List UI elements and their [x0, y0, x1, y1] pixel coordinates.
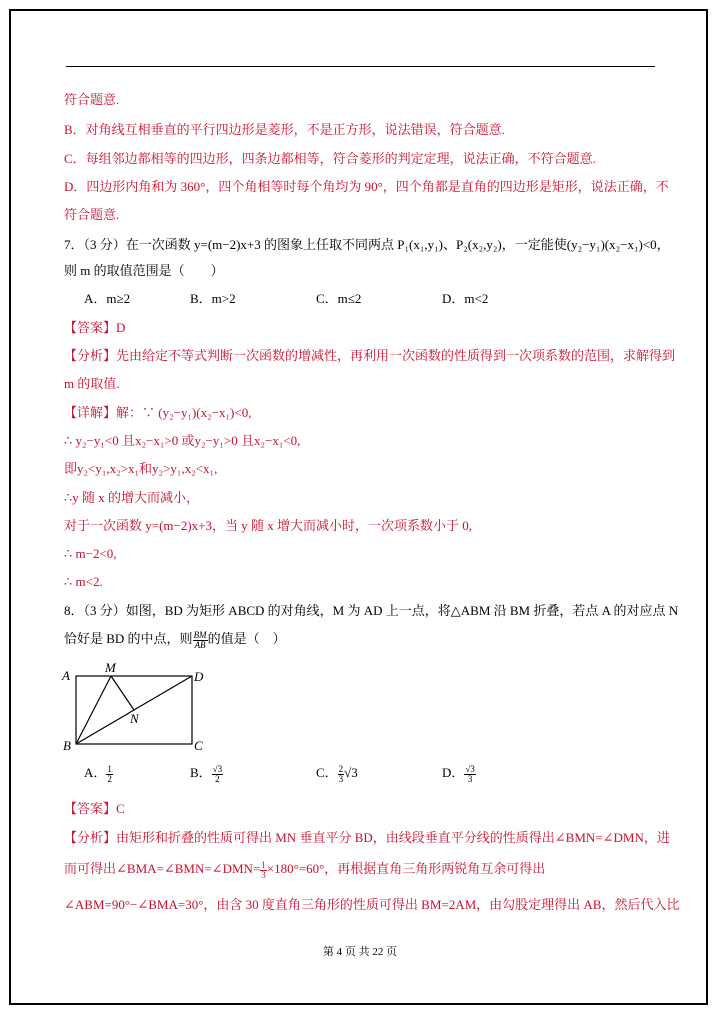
fraction-numerator: √3 — [465, 763, 475, 774]
fraction-numerator: BM — [193, 629, 207, 640]
fraction — [106, 765, 113, 784]
q8-analysis: ∠ABM=90°−∠BMA=30°，由含 30 度直角三角形的性质可得出 BM=2AM，由勾股定理得出 AB，然后代入比 — [64, 897, 680, 912]
question-7-stem: 则 m 的取值范围是（ ） — [64, 263, 224, 278]
segment-mn — [111, 676, 134, 710]
fraction-denominator: 3 — [261, 869, 266, 880]
q7-detail: 【详解】解：∵ (y₂−y₁)(x₂−x₁)<0, — [64, 405, 252, 420]
fraction — [212, 765, 223, 784]
fraction-numerator: 1 — [107, 763, 112, 774]
q7-answer: 【答案】D — [64, 320, 126, 335]
q7-detail: ∴ y₂−y₁<0 且x₂−x₁>0 或y₂−y₁>0 且x₂−x₁<0, — [64, 433, 301, 448]
q7-analysis: m 的取值. — [64, 376, 120, 391]
q8-option-a — [84, 764, 113, 784]
q8-analysis: 【分析】由矩形和折叠的性质可得出 MN 垂直平分 BD，由线段垂直平分线的性质得出∠BMN=∠DMN，进 — [64, 830, 670, 845]
q8-stem-post: 的值是（ ） — [207, 631, 286, 646]
q8-answer: 【答案】C — [64, 801, 125, 816]
q7-analysis: 【分析】先由给定不等式判断一次函数的增减性，再利用一次函数的性质得到一次项系数的范围，求解得到 — [64, 348, 676, 363]
option-label: A． — [84, 765, 107, 780]
q8-stem-pre: 恰好是 BD 的中点，则 — [64, 631, 193, 646]
rectangle-fold-figure — [60, 660, 220, 760]
label-b: B — [63, 738, 71, 753]
q7-detail: 即y₂<y₁,x₂>x₁和y₂>y₁,x₂<x₁, — [64, 461, 218, 476]
q8-option-b — [190, 764, 223, 784]
text-line: C．每组邻边都相等的四边形，四条边都相等，符合菱形的判定定理，说法正确，不符合题意. — [64, 151, 596, 166]
label-a: A — [62, 668, 70, 683]
fraction-numerator: √3 — [212, 763, 223, 774]
q7-option-c: C．m≤2 — [316, 291, 362, 306]
text-line: D．四边形内角和为 360°，四个角相等时每个角均为 90°，四个角都是直角的四边形是矩形，说法正确，不 — [64, 179, 669, 194]
analysis-text: ×180°=60°，再根据直角三角形两锐角互余可得出 — [266, 861, 546, 876]
option-label: C． — [316, 765, 338, 780]
label-m: M — [105, 660, 116, 675]
q8-analysis — [64, 860, 545, 880]
fraction-denominator: 2 — [107, 773, 112, 784]
q7-detail: 对于一次函数 y=(m−2)x+3，当 y 随 x 增大而减小时，一次项系数小于 0, — [64, 518, 473, 533]
label-c: C — [194, 738, 203, 753]
option-label: D． — [442, 765, 465, 780]
q7-detail: ∴ m−2<0, — [64, 546, 117, 561]
q8-option-d — [442, 764, 476, 784]
question-7-stem: 7．（3 分）在一次函数 y=(m−2)x+3 的图象上任取不同两点 P₁(x₁,y₁)、P₂(x₂,y₂)，一定能使(y₂−y₁)(x₂−x₁)<0， — [64, 237, 670, 252]
q7-detail: ∴ m<2. — [64, 574, 103, 589]
header-rule — [66, 66, 655, 67]
option-tail: √3 — [344, 765, 358, 780]
fraction-denominator: AB — [194, 639, 206, 650]
q8-option-c — [316, 764, 358, 784]
question-8-stem: 8．（3 分）如图，BD 为矩形 ABCD 的对角线，M 为 AD 上一点，将△ABM 沿 BM 折叠，若点 A 的对应点 N — [64, 603, 679, 618]
page-footer: 第 4 页 共 22 页 — [322, 946, 398, 958]
fraction-denominator: 3 — [338, 773, 344, 784]
fraction-bm-ab — [193, 631, 208, 650]
q7-detail: ∴y 随 x 的增大而减小， — [64, 490, 200, 505]
fraction-denominator: 3 — [467, 773, 473, 784]
fraction — [464, 765, 475, 784]
q7-option-a: A．m≥2 — [84, 291, 131, 306]
fraction-numerator: 1 — [261, 859, 266, 870]
fraction-denominator: 2 — [215, 773, 220, 784]
question-8-stem — [64, 630, 286, 650]
label-d: D — [194, 669, 204, 684]
q7-option-b: B．m>2 — [190, 291, 236, 306]
analysis-text: 而可得出∠BMA=∠BMN=∠DMN= — [64, 861, 261, 876]
label-n: N — [130, 711, 139, 726]
option-label: B． — [190, 765, 212, 780]
text-line: 符合题意. — [64, 92, 120, 107]
fraction-numerator: 2 — [338, 763, 344, 774]
text-line: 符合题意. — [64, 207, 120, 222]
text-line: B．对角线互相垂直的平行四边形是菱形，不是正方形，说法错误，符合题意. — [64, 122, 505, 137]
q7-option-d: D．m<2 — [442, 291, 489, 306]
